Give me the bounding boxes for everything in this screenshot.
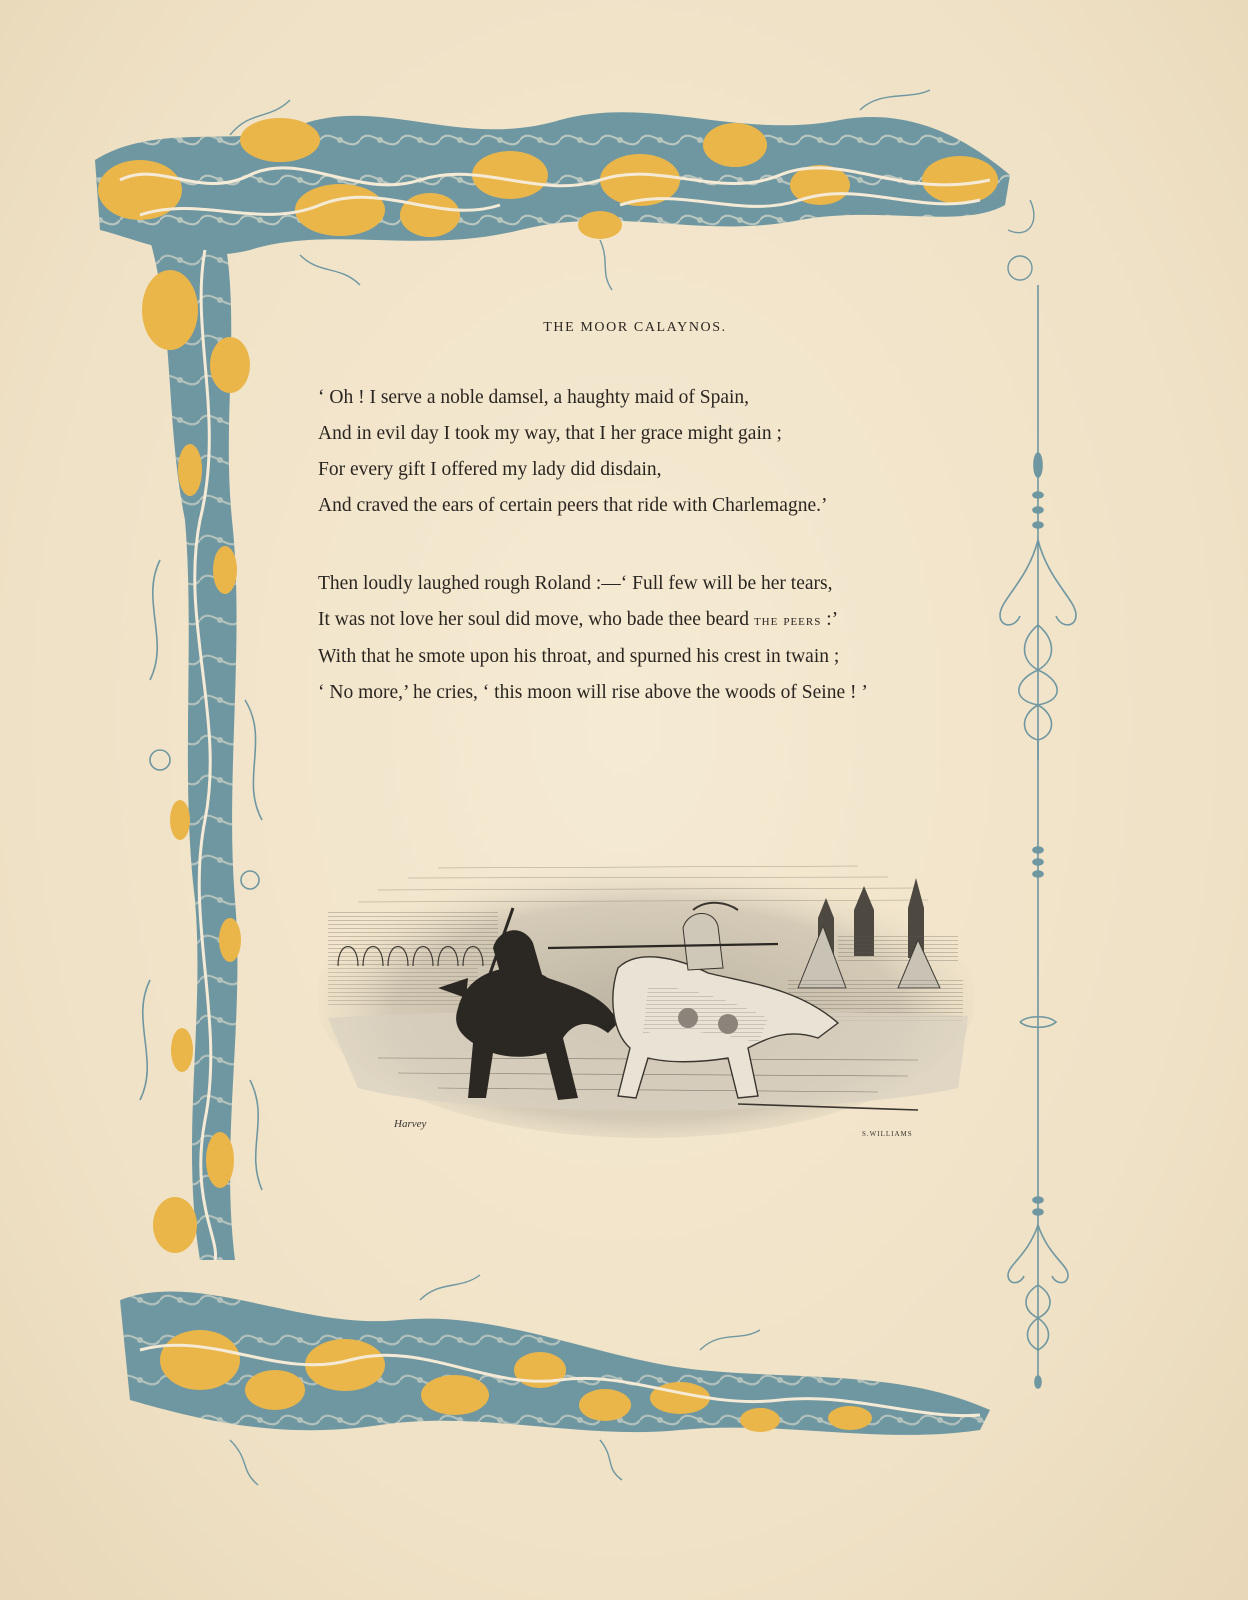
verse-line: And in evil day I took my way, that I her grace might gain ; <box>318 423 782 444</box>
verse-text: It was not love her soul did move, who bade thee beard <box>318 609 754 630</box>
joust-engraving <box>318 848 974 1140</box>
verse-line: ‘ No more,’ he cries, ‘ this moon will rise above the woods of Seine ! ’ <box>318 682 868 703</box>
bottom-border-band <box>120 1275 990 1485</box>
verse-line: For every gift I offered my lady did disdain, <box>318 459 662 480</box>
stanza-1 <box>318 380 978 524</box>
verse-line: And craved the ears of certain peers that ride with Charlemagne.’ <box>318 495 828 516</box>
small-caps-text: the peers <box>753 612 822 629</box>
top-border-band <box>95 90 1034 290</box>
verse-line: Then loudly laughed rough Roland :—‘ Full few will be her tears, <box>318 573 833 594</box>
left-border-pillar <box>140 240 262 1260</box>
verse-line: With that he smote upon his throat, and spurned his crest in twain ; <box>318 646 840 667</box>
right-border-ornament <box>1000 285 1076 1388</box>
verse-line <box>318 602 978 639</box>
verse-line: ‘ Oh ! I serve a noble damsel, a haughty maid of Spain, <box>318 387 750 408</box>
stanza-2 <box>318 566 978 711</box>
engraver-signature-right: S.WILLIAMS <box>862 1130 913 1138</box>
verse-text: :’ <box>821 609 839 630</box>
running-title: THE MOOR CALAYNOS. <box>543 320 727 335</box>
engraver-signature-left: Harvey <box>394 1118 427 1130</box>
